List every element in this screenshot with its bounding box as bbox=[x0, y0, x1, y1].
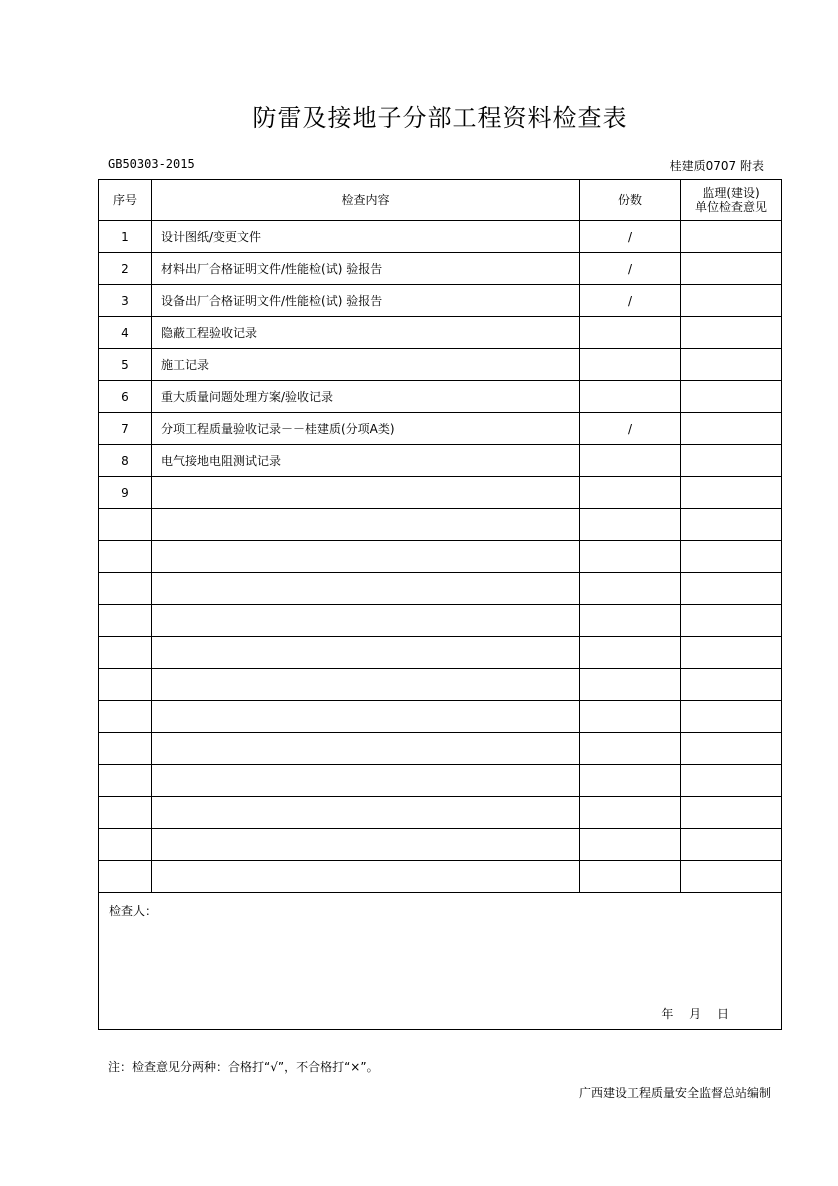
table-body bbox=[99, 221, 782, 893]
table-row bbox=[99, 733, 782, 765]
cell-no: 1 bbox=[99, 221, 152, 253]
cell-remark bbox=[681, 221, 782, 253]
standard-code: GB50303-2015 bbox=[108, 157, 195, 171]
cell-content bbox=[152, 797, 580, 829]
cell-content bbox=[152, 477, 580, 509]
table-row bbox=[99, 829, 782, 861]
cell-remark bbox=[681, 413, 782, 445]
cell-copies bbox=[580, 701, 681, 733]
cell-no bbox=[99, 669, 152, 701]
cell-copies bbox=[580, 509, 681, 541]
cell-copies bbox=[580, 317, 681, 349]
cell-no bbox=[99, 797, 152, 829]
table-row bbox=[99, 765, 782, 797]
cell-content bbox=[152, 605, 580, 637]
cell-content bbox=[152, 733, 580, 765]
cell-remark bbox=[681, 637, 782, 669]
cell-copies bbox=[580, 797, 681, 829]
cell-content: 重大质量问题处理方案/验收记录 bbox=[152, 381, 580, 413]
cell-copies bbox=[580, 669, 681, 701]
cell-content bbox=[152, 701, 580, 733]
cell-copies bbox=[580, 381, 681, 413]
table-row bbox=[99, 445, 782, 477]
cell-remark bbox=[681, 669, 782, 701]
table-row bbox=[99, 637, 782, 669]
cell-content: 设计图纸/变更文件 bbox=[152, 221, 580, 253]
cell-content: 隐蔽工程验收记录 bbox=[152, 317, 580, 349]
cell-remark bbox=[681, 445, 782, 477]
cell-content bbox=[152, 669, 580, 701]
cell-copies: / bbox=[580, 221, 681, 253]
form-code: 桂建质0707 附表 bbox=[669, 159, 764, 173]
cell-no bbox=[99, 605, 152, 637]
cell-content: 分项工程质量验收记录－－桂建质(分项A类) bbox=[152, 413, 580, 445]
cell-copies bbox=[580, 445, 681, 477]
table-row bbox=[99, 669, 782, 701]
cell-copies: / bbox=[580, 285, 681, 317]
cell-no: 8 bbox=[99, 445, 152, 477]
table-row bbox=[99, 253, 782, 285]
cell-remark bbox=[681, 509, 782, 541]
cell-remark bbox=[681, 701, 782, 733]
table-row bbox=[99, 349, 782, 381]
cell-content bbox=[152, 861, 580, 893]
cell-copies: / bbox=[580, 413, 681, 445]
cell-no: 9 bbox=[99, 477, 152, 509]
table-row bbox=[99, 701, 782, 733]
cell-copies bbox=[580, 573, 681, 605]
cell-no bbox=[99, 541, 152, 573]
table-row bbox=[99, 285, 782, 317]
column-header-content: 检查内容 bbox=[152, 180, 580, 221]
table-row bbox=[99, 573, 782, 605]
cell-remark bbox=[681, 605, 782, 637]
cell-copies bbox=[580, 733, 681, 765]
inspector-label: 检查人： bbox=[109, 904, 158, 918]
cell-no bbox=[99, 509, 152, 541]
table-header-row bbox=[99, 180, 782, 221]
table-row bbox=[99, 509, 782, 541]
signature-row bbox=[99, 893, 782, 1030]
table-row bbox=[99, 797, 782, 829]
column-header-remark bbox=[681, 180, 782, 221]
table-row bbox=[99, 413, 782, 445]
cell-remark bbox=[681, 765, 782, 797]
cell-no bbox=[99, 861, 152, 893]
cell-remark bbox=[681, 349, 782, 381]
column-header-remark-line1: 监理(建设) bbox=[702, 186, 760, 200]
cell-remark bbox=[681, 381, 782, 413]
cell-copies bbox=[580, 637, 681, 669]
cell-copies bbox=[580, 477, 681, 509]
cell-no: 6 bbox=[99, 381, 152, 413]
table-row bbox=[99, 317, 782, 349]
cell-no: 4 bbox=[99, 317, 152, 349]
cell-no: 7 bbox=[99, 413, 152, 445]
cell-copies bbox=[580, 861, 681, 893]
table-row bbox=[99, 221, 782, 253]
table-row bbox=[99, 381, 782, 413]
cell-content bbox=[152, 509, 580, 541]
cell-remark bbox=[681, 253, 782, 285]
cell-remark bbox=[681, 797, 782, 829]
page-title: 防雷及接地子分部工程资料检查表 bbox=[252, 104, 628, 132]
cell-remark bbox=[681, 285, 782, 317]
cell-no: 3 bbox=[99, 285, 152, 317]
inspection-table bbox=[98, 179, 782, 1030]
cell-content: 设备出厂合格证明文件/性能检(试) 验报告 bbox=[152, 285, 580, 317]
cell-no bbox=[99, 701, 152, 733]
cell-remark bbox=[681, 317, 782, 349]
cell-copies: / bbox=[580, 253, 681, 285]
cell-remark bbox=[681, 733, 782, 765]
cell-copies bbox=[580, 605, 681, 637]
table-row bbox=[99, 861, 782, 893]
table-row bbox=[99, 605, 782, 637]
cell-content bbox=[152, 765, 580, 797]
footer-text: 广西建设工程质量安全监督总站编制 bbox=[578, 1086, 771, 1100]
column-header-no: 序号 bbox=[99, 180, 152, 221]
cell-copies bbox=[580, 349, 681, 381]
table-row bbox=[99, 477, 782, 509]
cell-no: 5 bbox=[99, 349, 152, 381]
cell-remark bbox=[681, 477, 782, 509]
cell-remark bbox=[681, 541, 782, 573]
cell-remark bbox=[681, 573, 782, 605]
date-label: 年 月 日 bbox=[661, 1007, 729, 1021]
cell-no bbox=[99, 573, 152, 605]
signature-cell bbox=[99, 893, 782, 1030]
table-row bbox=[99, 541, 782, 573]
cell-content bbox=[152, 541, 580, 573]
cell-content bbox=[152, 829, 580, 861]
cell-no bbox=[99, 733, 152, 765]
cell-content: 电气接地电阻测试记录 bbox=[152, 445, 580, 477]
cell-copies bbox=[580, 541, 681, 573]
cell-content: 材料出厂合格证明文件/性能检(试) 验报告 bbox=[152, 253, 580, 285]
column-header-copies: 份数 bbox=[580, 180, 681, 221]
cell-remark bbox=[681, 829, 782, 861]
cell-content bbox=[152, 573, 580, 605]
column-header-remark-line2: 单位检查意见 bbox=[694, 200, 767, 214]
cell-content: 施工记录 bbox=[152, 349, 580, 381]
cell-content bbox=[152, 637, 580, 669]
cell-no bbox=[99, 637, 152, 669]
cell-no bbox=[99, 829, 152, 861]
cell-no bbox=[99, 765, 152, 797]
note-text: 注：检查意见分两种：合格打“√”，不合格打“×”。 bbox=[108, 1060, 379, 1074]
cell-no: 2 bbox=[99, 253, 152, 285]
cell-copies bbox=[580, 829, 681, 861]
cell-remark bbox=[681, 861, 782, 893]
cell-copies bbox=[580, 765, 681, 797]
